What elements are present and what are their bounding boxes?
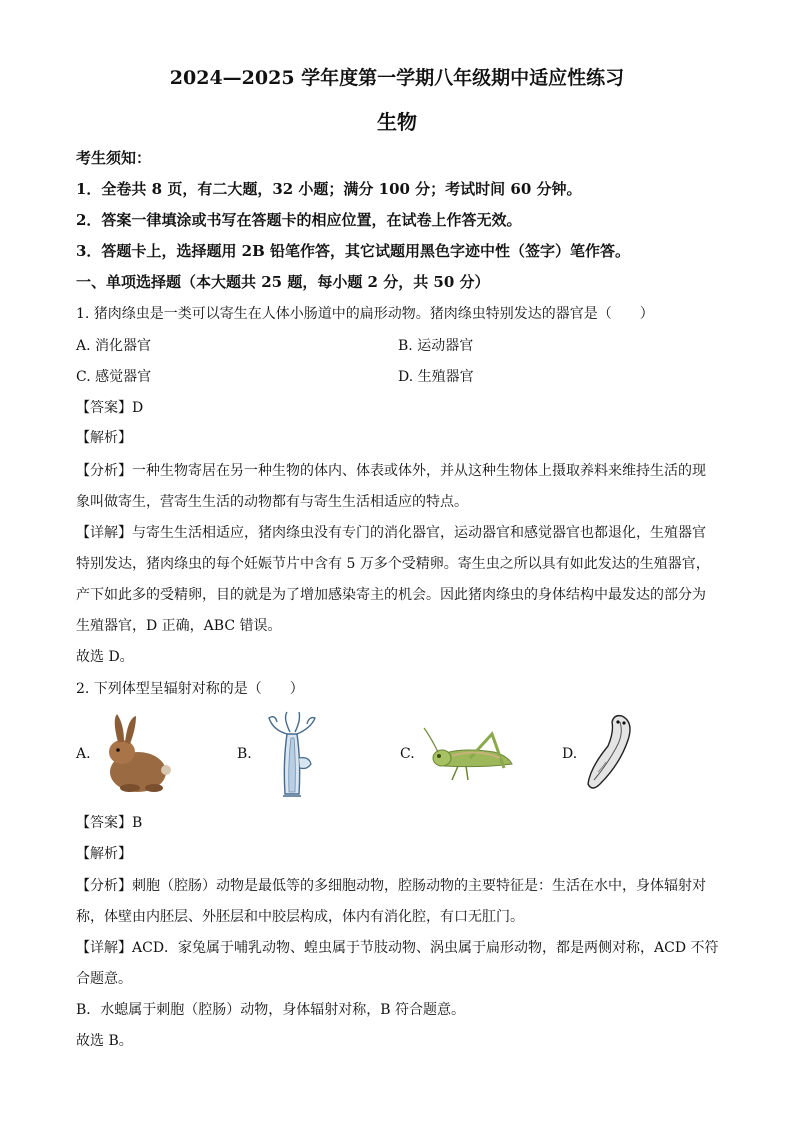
q1-analysis-line: 【分析】一种生物寄居在另一种生物的体内、体表或体外，并从这种生物体上摄取养料来维持生活的现 — [76, 463, 706, 479]
subject-title: 生物 — [377, 110, 417, 134]
q1-analysis-line: 特别发达，猪肉绦虫的每个妊娠节片中含有 5 万多个受精卵。寄生虫之所以具有如此发达的生殖器官， — [76, 556, 710, 572]
notice-item-3: 3．答题卡上，选择题用 2B 铅笔作答，其它试题用黑色字迹中性（签字）笔作答。 — [76, 242, 631, 260]
q1-analysis-line: 象叫做寄生，营寄生生活的动物都有与寄生生活相适应的特点。 — [76, 494, 468, 510]
q1-option-b: B. 运动器官 — [398, 338, 474, 354]
q2-analysis-line: 合题意。 — [76, 971, 132, 987]
q1-analysis-label: 【解析】 — [76, 430, 132, 446]
exam-title: 2024—2025 学年度第一学期八年级期中适应性练习 — [169, 67, 625, 89]
q1-analysis-line: 故选 D。 — [76, 649, 134, 665]
section-title: 一、单项选择题（本大题共 25 题，每小题 2 分，共 50 分） — [76, 273, 490, 291]
q2-analysis-line: 【详解】ACD．家兔属于哺乳动物、蝗虫属于节肢动物、涡虫属于扁形动物，都是两侧对称，ACD 不符 — [76, 940, 719, 956]
notice-item-1: 1．全卷共 8 页，有二大题，32 小题；满分 100 分；考试时间 60 分钟。 — [76, 180, 582, 198]
q2-analysis-label: 【解析】 — [76, 846, 132, 862]
q1-analysis-line: 产下如此多的受精卵，目的就是为了增加感染寄主的机会。因此猪肉绦虫的身体结构中最发达的部分为 — [76, 587, 706, 603]
rabbit-image — [86, 712, 176, 797]
q2-answer: 【答案】B — [76, 815, 143, 831]
q1-option-d: D. 生殖器官 — [398, 369, 474, 385]
hydra-image — [263, 712, 323, 800]
q1-option-a: A. 消化器官 — [76, 338, 152, 354]
question-2-stem: 2. 下列体型呈辐射对称的是（ ） — [76, 681, 304, 697]
q2-option-b — [235, 712, 355, 802]
q2-analysis-line: B．水螅属于刺胞（腔肠）动物，身体辐射对称，B 符合题意。 — [76, 1002, 466, 1018]
q2-option-a — [76, 712, 196, 802]
q2-analysis-line: 故选 B。 — [76, 1033, 133, 1049]
question-1-stem: 1. 猪肉绦虫是一类可以寄生在人体小肠道中的扁形动物。猪肉绦虫特别发达的器官是（ ） — [76, 306, 654, 322]
q1-option-c: C. 感觉器官 — [76, 369, 152, 385]
notice-item-2: 2．答案一律填涂或书写在答题卡的相应位置，在试卷上作答无效。 — [76, 211, 522, 229]
q1-analysis-line: 【详解】与寄生生活相适应，猪肉绦虫没有专门的消化器官，运动器官和感觉器官也都退化，生殖器官 — [76, 525, 706, 541]
q2-option-c — [398, 712, 528, 802]
grasshopper-image — [422, 718, 522, 788]
q2-analysis-line: 称，体壁由内胚层、外胚层和中胶层构成，体内有消化腔，有口无肛门。 — [76, 909, 524, 925]
q2-option-c-label: C. — [400, 746, 415, 762]
q2-option-d — [562, 712, 672, 802]
notice-heading: 考生须知： — [76, 149, 152, 167]
q1-answer: 【答案】D — [76, 400, 144, 416]
q2-analysis-line: 【分析】刺胞（腔肠）动物是最低等的多细胞动物，腔肠动物的主要特征是：生活在水中，身体辐射对 — [76, 878, 706, 894]
planarian-image — [582, 712, 642, 794]
q2-option-d-label: D. — [562, 746, 578, 762]
q2-option-b-label: B. — [237, 746, 252, 762]
q1-analysis-line: 生殖器官，D 正确，ABC 错误。 — [76, 618, 282, 634]
q2-option-a-label: A. — [76, 746, 91, 762]
